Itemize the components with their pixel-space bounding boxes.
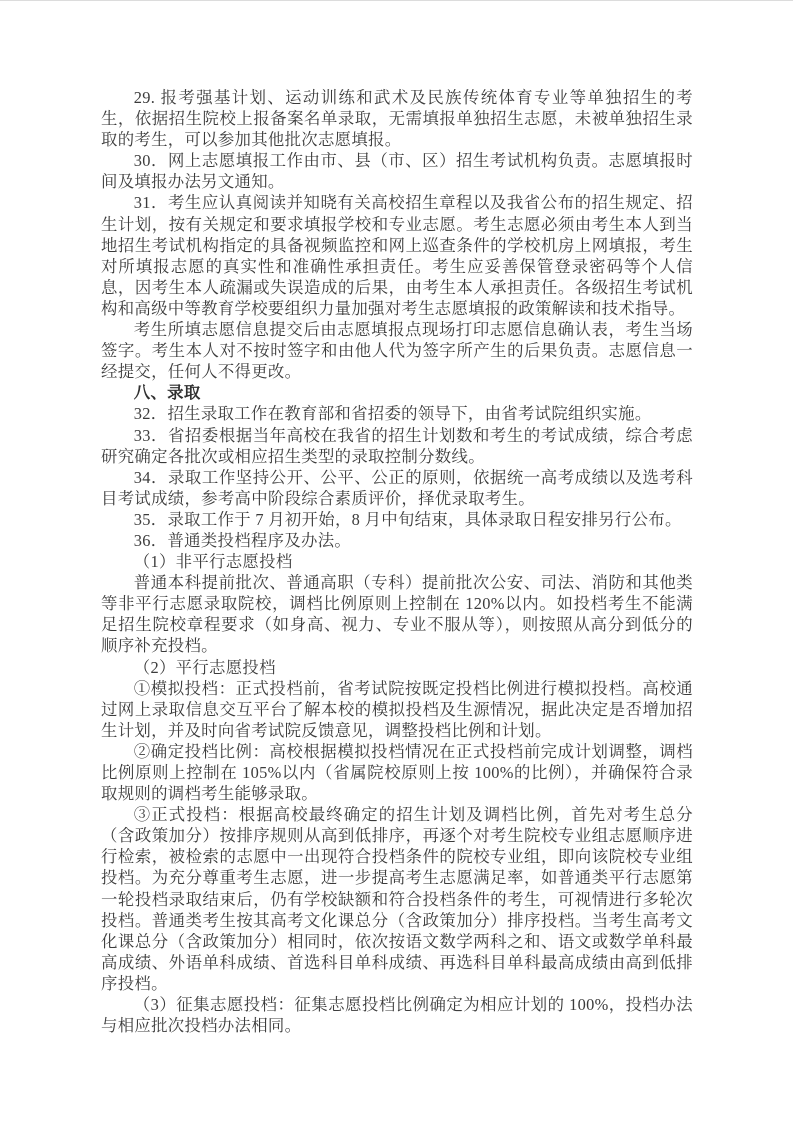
- subsection-label-non-parallel: （1）非平行志愿投档: [133, 552, 293, 572]
- paragraph-33: 33．省招委根据当年高校在我省的招生计划数和考生的考试成绩，综合考虑研究确定各批次或相应招生类型的录取控制分数线。: [101, 425, 693, 466]
- paragraph-35: 35．录取工作于 7 月初开始，8 月中旬结束，具体录取日程安排另行公布。: [133, 509, 682, 529]
- paragraph-non-parallel-detail: 普通本科提前批次、普通高职（专科）提前批次公安、司法、消防和其他类等非平行志愿录取院校，调档比例原则上控制在 120%以内。如投档考生不能满足招生院校章程要求（如身高、视力、专业不服从等），则按照从高分到低分的顺序补充投档。: [101, 573, 693, 656]
- paragraph-32: 32．招生录取工作在教育部和省招委的领导下，由省考试院组织实施。: [133, 404, 652, 424]
- paragraph-34: 34．录取工作坚持公开、公平、公正的原则，依据统一高考成绩以及选考科目考试成绩，参考高中阶段综合素质评价，择优录取考生。: [101, 467, 693, 508]
- paragraph-collected-volunteer-dispatch: （3）征集志愿投档：征集志愿投档比例确定为相应计划的 100%，投档办法与相应批次投档办法相同。: [101, 995, 693, 1036]
- paragraph-simulated-dispatch: ①模拟投档：正式投档前，省考试院按既定投档比例进行模拟投档。高校通过网上录取信息交互平台了解本校的模拟投档及生源情况，据此决定是否增加招生计划，并及时向省考试院反馈意见，调整投档比例和计划。: [101, 678, 693, 740]
- paragraph-29: 29. 报考强基计划、运动训练和武术及民族传统体育专业等单独招生的考生，依据招生院校上报备案名单录取，无需填报单独招生志愿，未被单独招生录取的考生，可以参加其他批次志愿填报。: [101, 88, 693, 150]
- paragraph-36: 36．普通类投档程序及办法。: [133, 530, 352, 550]
- paragraph-30: 30．网上志愿填报工作由市、县（市、区）招生考试机构负责。志愿填报时间及填报办法另文通知。: [101, 151, 693, 192]
- paragraph-signature-confirmation: 考生所填志愿信息提交后由志愿填报点现场打印志愿信息确认表，考生当场签字。考生本人对不按时签字和由他人代为签字所产生的后果负责。志愿信息一经提交，任何人不得更改。: [101, 320, 693, 382]
- paragraph-dispatch-ratio: ②确定投档比例：高校根据模拟投档情况在正式投档前完成计划调整，调档比例原则上控制在 105%以内（省属院校原则上按 100%的比例），并确保符合录取规则的调档考生能够录取。: [101, 741, 693, 804]
- document-body: [101, 87, 693, 1036]
- subsection-label-parallel: （2）平行志愿投档: [133, 657, 276, 677]
- section-heading-admission: 八、录取: [133, 383, 201, 403]
- paragraph-31: 31．考生应认真阅读并知晓有关高校招生章程以及我省公布的招生规定、招生计划，按有关规定和要求填报学校和专业志愿。考生志愿必须由考生本人到当地招生考试机构指定的具备视频监控和网上巡查条件的学校机房上网填报，考生对所填报志愿的真实性和准确性承担责任。考生应妥善保管登录密码等个人信息，因考生本人疏漏或失误造成的后果，由考生本人承担责任。各级招生考试机构和高级中等教育学校要组织力量加强对考生志愿填报的政策解读和技术指导。: [101, 193, 693, 318]
- paragraph-formal-dispatch: ③正式投档：根据高校最终确定的招生计划及调档比例，首先对考生总分（含政策加分）按排序规则从高到低排序，再逐个对考生院校专业组志愿顺序进行检索，被检索的志愿中一出现符合投档条件的院校专业组，即向该院校专业组投档。为充分尊重考生志愿，进一步提高考生志愿满足率，如普通类平行志愿第一轮投档录取结束后，仍有学校缺额和符合投档条件的考生，可视情进行多轮次投档。普通类考生按其高考文化课总分（含政策加分）排序投档。当考生高考文化课总分（含政策加分）相同时，依次按语文数学两科之和、语文或数学单科最高成绩、外语单科成绩、首选科目单科成绩、再选科目单科最高成绩由高到低排序投档。: [101, 805, 693, 993]
